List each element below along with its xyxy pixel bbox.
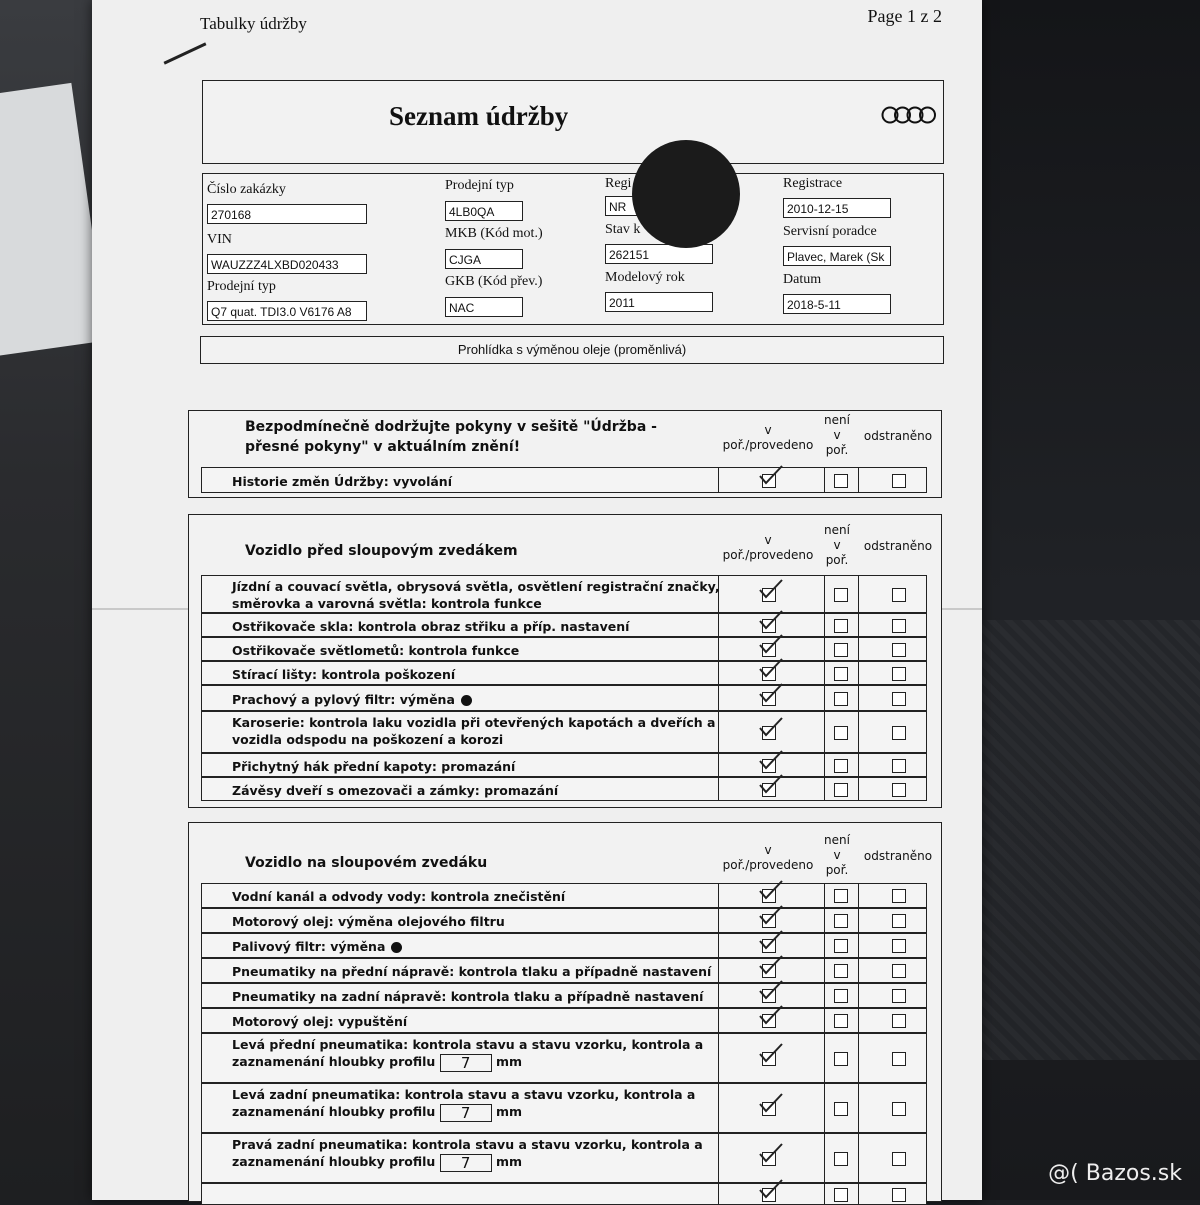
not-ok-checkbox[interactable]	[834, 889, 848, 903]
row-label-line: zaznamenání hloubky profilu 7 mm	[232, 1153, 523, 1172]
fixed-checkbox[interactable]	[892, 759, 906, 773]
row-divider	[858, 576, 859, 612]
fixed-checkbox[interactable]	[892, 1052, 906, 1066]
fixed-checkbox[interactable]	[892, 1152, 906, 1166]
row-divider	[718, 778, 719, 800]
order-no-field: 270168	[207, 204, 367, 224]
fixed-checkbox[interactable]	[892, 726, 906, 740]
row-divider	[858, 984, 859, 1007]
engine-code-field: CJGA	[445, 249, 523, 269]
not-ok-checkbox[interactable]	[834, 1188, 848, 1202]
not-ok-checkbox[interactable]	[834, 726, 848, 740]
section-title-line: Bezpodmínečně dodržujte pokyny v sešitě "Údržba -	[245, 419, 657, 435]
column-header-line: v	[764, 533, 772, 547]
row-divider	[824, 1009, 825, 1032]
row-label-line: Ostřikovače světlometů: kontrola funkce	[232, 642, 520, 658]
row-divider	[718, 686, 719, 710]
not-ok-checkbox[interactable]	[834, 692, 848, 706]
watermark: @( Bazos.sk	[1048, 1161, 1182, 1186]
row-label-line: směrovka a varovná světla: kontrola funkce	[232, 596, 542, 611]
check-mark-icon	[758, 879, 784, 901]
check-mark-icon	[758, 1004, 784, 1026]
row-label-line: Stírací lišty: kontrola poškození	[232, 666, 456, 682]
fixed-checkbox[interactable]	[892, 667, 906, 681]
row-divider	[824, 959, 825, 982]
fixed-checkbox[interactable]	[892, 914, 906, 928]
tread-depth-field: 7	[440, 1054, 492, 1072]
document-title: Seznam údržby	[389, 101, 569, 131]
column-header-line: není	[824, 523, 850, 537]
row-divider	[824, 984, 825, 1007]
not-ok-checkbox[interactable]	[834, 643, 848, 657]
maintenance-sheet	[92, 0, 982, 1200]
row-divider	[718, 638, 719, 660]
engine-code-label: MKB (Kód mot.)	[445, 226, 543, 241]
row-divider	[718, 712, 719, 752]
row-label-line: zaznamenání hloubky profilu 7 mm	[232, 1103, 523, 1122]
row-label	[232, 473, 452, 490]
row-label-line: Palivový filtr: výměna	[232, 938, 402, 955]
checklist-row	[201, 685, 927, 711]
row-divider	[824, 638, 825, 660]
check-mark-icon	[758, 682, 784, 704]
row-divider	[718, 662, 719, 684]
column-header-line: v	[764, 843, 772, 857]
row-divider	[824, 934, 825, 957]
row-divider	[824, 1084, 825, 1132]
row-label	[232, 642, 519, 659]
required-dot-icon	[461, 695, 472, 706]
checklist-row	[201, 1083, 927, 1133]
sales-type-left-label: Prodejní typ	[207, 279, 276, 294]
mileage-field: 262151	[605, 244, 713, 264]
row-label	[232, 1086, 695, 1122]
row-divider	[824, 576, 825, 612]
checklist-row	[201, 637, 927, 661]
row-label-line: Jízdní a couvací světla, obrysová světla, osvětlení registrační značky,	[232, 579, 720, 594]
not-ok-checkbox[interactable]	[834, 1052, 848, 1066]
section-title: Vozidlo na sloupovém zvedáku	[245, 855, 488, 871]
check-mark-icon	[758, 657, 784, 679]
row-label-line: Karoserie: kontrola laku vozidla při otevřených kapotách a dveřích a	[232, 715, 716, 730]
column-header-fixed: odstraněno	[863, 539, 933, 553]
row-label	[232, 758, 515, 775]
row-divider	[824, 614, 825, 636]
row-divider	[824, 1134, 825, 1182]
check-mark-icon	[758, 979, 784, 1001]
page-number: Page 1 z 2	[867, 6, 942, 26]
not-ok-checkbox[interactable]	[834, 619, 848, 633]
row-label-line: zaznamenání hloubky profilu 7 mm	[232, 1053, 523, 1072]
row-label	[232, 913, 505, 930]
row-label	[232, 1013, 407, 1030]
row-divider	[718, 1134, 719, 1182]
row-label-line: Motorový olej: vypuštění	[232, 1014, 408, 1029]
row-divider	[858, 662, 859, 684]
row-divider	[858, 614, 859, 636]
checklist-row	[201, 883, 927, 908]
row-label	[232, 618, 629, 635]
not-ok-checkbox[interactable]	[834, 1014, 848, 1028]
fixed-checkbox[interactable]	[892, 783, 906, 797]
model-year-label: Modelový rok	[605, 270, 685, 285]
column-header-line: poř./provedeno	[722, 548, 814, 562]
column-header-fixed: odstraněno	[863, 849, 933, 863]
row-divider	[858, 468, 859, 492]
vin-field: WAUZZZ4LXBD020433	[207, 254, 367, 274]
row-divider	[858, 712, 859, 752]
gearbox-code-label: GKB (Kód přev.)	[445, 274, 543, 289]
fixed-checkbox[interactable]	[892, 588, 906, 602]
fixed-checkbox[interactable]	[892, 619, 906, 633]
row-label	[232, 938, 402, 955]
row-label-line: Závěsy dveří s omezovači a zámky: promazání	[232, 782, 559, 798]
row-divider	[858, 934, 859, 957]
checklist-row	[201, 711, 927, 753]
row-divider	[858, 686, 859, 710]
row-label	[232, 578, 720, 612]
column-header-not-ok	[819, 413, 855, 458]
not-ok-checkbox[interactable]	[834, 759, 848, 773]
mileage-label: Stav k	[605, 222, 641, 237]
not-ok-checkbox[interactable]	[834, 964, 848, 978]
row-divider	[858, 1184, 859, 1204]
registration-date-field: 2010-12-15	[783, 198, 891, 218]
column-header-line: v	[833, 428, 841, 442]
column-header-line: není	[824, 833, 850, 847]
row-divider	[824, 909, 825, 932]
section-title: Vozidlo před sloupovým zvedákem	[245, 543, 518, 559]
tread-depth-field: 7	[440, 1154, 492, 1172]
row-label-line: Pneumatiky na přední nápravě: kontrola tlaku a případně nastavení	[232, 964, 712, 979]
section-title	[245, 417, 657, 457]
row-label	[232, 1136, 703, 1172]
row-label	[232, 888, 565, 905]
row-divider	[824, 754, 825, 776]
background-mesh	[960, 620, 1200, 1060]
column-header-line: poř.	[825, 443, 849, 457]
row-divider	[718, 884, 719, 907]
row-label-line: Pravá zadní pneumatika: kontrola stavu a stavu vzorku, kontrola a	[232, 1137, 703, 1152]
row-divider	[718, 754, 719, 776]
not-ok-checkbox[interactable]	[834, 588, 848, 602]
checklist-row	[201, 753, 927, 777]
checklist-row	[201, 1033, 927, 1083]
checklist-row	[201, 777, 927, 801]
row-divider	[718, 1009, 719, 1032]
row-label-line: Prachový a pylový filtr: výměna	[232, 691, 472, 708]
sales-type-left-field: Q7 quat. TDI3.0 V6176 A8	[207, 301, 367, 321]
row-divider	[824, 778, 825, 800]
redaction-circle	[632, 140, 740, 248]
row-label-line: Historie změn Údržby: vyvolání	[232, 473, 452, 489]
row-divider	[718, 984, 719, 1007]
not-ok-checkbox[interactable]	[834, 989, 848, 1003]
check-mark-icon	[758, 1142, 784, 1164]
row-label	[232, 666, 455, 683]
unit-label: mm	[491, 1054, 523, 1069]
row-divider	[718, 1034, 719, 1082]
checklist-row	[201, 613, 927, 637]
row-divider	[718, 934, 719, 957]
row-label	[232, 782, 558, 799]
row-divider	[858, 959, 859, 982]
row-divider	[824, 1034, 825, 1082]
row-divider	[858, 638, 859, 660]
registration-no-field: NR	[605, 196, 713, 216]
not-ok-checkbox[interactable]	[834, 1152, 848, 1166]
checklist-row	[201, 958, 927, 983]
title-box	[202, 80, 944, 164]
checklist-row	[201, 933, 927, 958]
checklist-row	[201, 1008, 927, 1033]
checklist-row	[201, 1133, 927, 1183]
row-divider	[858, 778, 859, 800]
check-mark-icon	[758, 773, 784, 795]
fixed-checkbox[interactable]	[892, 692, 906, 706]
checklist-row	[201, 467, 927, 493]
check-mark-icon	[758, 954, 784, 976]
fixed-checkbox[interactable]	[892, 474, 906, 488]
checklist-row	[201, 983, 927, 1008]
column-header-line: v	[833, 848, 841, 862]
not-ok-checkbox[interactable]	[834, 914, 848, 928]
sales-type-label: Prodejní typ	[445, 178, 514, 193]
date-field: 2018-5-11	[783, 294, 891, 314]
row-label-line: Pneumatiky na zadní nápravě: kontrola tlaku a případně nastavení	[232, 989, 704, 1004]
checklist-row	[201, 1183, 927, 1205]
row-divider	[858, 884, 859, 907]
column-header-line: poř.	[825, 863, 849, 877]
section-title-line: přesné pokyny" v aktuálním znění!	[245, 439, 521, 455]
checklist-section	[188, 514, 942, 808]
fixed-checkbox[interactable]	[892, 939, 906, 953]
column-header-not-ok	[819, 523, 855, 568]
row-label	[232, 691, 472, 708]
column-header-line: poř./provedeno	[722, 438, 814, 452]
row-divider	[858, 1084, 859, 1132]
gearbox-code-field: NAC	[445, 297, 523, 317]
row-divider	[858, 754, 859, 776]
row-divider	[824, 686, 825, 710]
row-divider	[824, 712, 825, 752]
checklist-row	[201, 661, 927, 685]
row-divider	[718, 1084, 719, 1132]
check-mark-icon	[758, 464, 784, 486]
model-year-field: 2011	[605, 292, 713, 312]
row-label-line: vozidla odspodu na poškození a korozi	[232, 732, 504, 747]
row-divider	[718, 1184, 719, 1204]
column-header-done	[713, 533, 823, 563]
fixed-checkbox[interactable]	[892, 964, 906, 978]
row-divider	[858, 1134, 859, 1182]
check-mark-icon	[758, 749, 784, 771]
not-ok-checkbox[interactable]	[834, 1102, 848, 1116]
column-header-line: není	[824, 413, 850, 427]
row-divider	[718, 614, 719, 636]
pen-mark	[164, 42, 207, 64]
fixed-checkbox[interactable]	[892, 1014, 906, 1028]
row-divider	[824, 884, 825, 907]
date-label: Datum	[783, 272, 822, 287]
column-header-done	[713, 423, 823, 453]
fixed-checkbox[interactable]	[892, 889, 906, 903]
row-divider	[858, 1034, 859, 1082]
row-label-line: Levá zadní pneumatika: kontrola stavu a stavu vzorku, kontrola a	[232, 1087, 696, 1102]
tread-depth-field: 7	[440, 1104, 492, 1122]
row-divider	[858, 1009, 859, 1032]
row-label	[232, 988, 703, 1005]
row-label	[232, 963, 711, 980]
unit-label: mm	[491, 1104, 523, 1119]
row-label-line: Vodní kanál a odvody vody: kontrola znečistění	[232, 889, 566, 904]
audi-rings-logo	[881, 105, 937, 125]
column-header-line: v	[833, 538, 841, 552]
row-divider	[718, 468, 719, 492]
service-type-box: Prohlídka s výměnou oleje (proměnlivá)	[200, 336, 944, 364]
row-divider	[824, 1184, 825, 1204]
order-no-label: Číslo zakázky	[207, 182, 286, 197]
check-mark-icon	[758, 1042, 784, 1064]
row-divider	[824, 662, 825, 684]
column-header-line: v	[764, 423, 772, 437]
fixed-checkbox[interactable]	[892, 643, 906, 657]
check-mark-icon	[758, 1178, 784, 1200]
checklist-section	[188, 822, 942, 1202]
check-mark-icon	[758, 609, 784, 631]
not-ok-checkbox[interactable]	[834, 667, 848, 681]
check-mark-icon	[758, 716, 784, 738]
column-header-done	[713, 843, 823, 873]
not-ok-checkbox[interactable]	[834, 783, 848, 797]
vehicle-info-box	[202, 173, 944, 325]
checklist-row	[201, 575, 927, 613]
row-label-line: Motorový olej: výměna olejového filtru	[232, 914, 505, 929]
check-mark-icon	[758, 904, 784, 926]
column-header-line: poř.	[825, 553, 849, 567]
registration-date-label: Registrace	[783, 176, 843, 191]
not-ok-checkbox[interactable]	[834, 939, 848, 953]
service-advisor-field: Plavec, Marek (Sk	[783, 246, 891, 266]
row-divider	[824, 468, 825, 492]
column-header-fixed: odstraněno	[863, 429, 933, 443]
checklist-section	[188, 410, 942, 498]
row-divider	[858, 909, 859, 932]
unit-label: mm	[491, 1154, 523, 1169]
row-label	[232, 714, 715, 748]
row-label	[232, 1036, 703, 1072]
check-mark-icon	[758, 929, 784, 951]
row-divider	[718, 909, 719, 932]
check-mark-icon	[758, 633, 784, 655]
checklist-row	[201, 908, 927, 933]
column-header-line: poř./provedeno	[722, 858, 814, 872]
check-mark-icon	[758, 578, 784, 600]
row-divider	[718, 959, 719, 982]
column-header-not-ok	[819, 833, 855, 878]
registration-no-label: Regi	[605, 176, 632, 191]
row-label-line: Levá přední pneumatika: kontrola stavu a stavu vzorku, kontrola a	[232, 1037, 704, 1052]
fixed-checkbox[interactable]	[892, 1102, 906, 1116]
vin-label: VIN	[207, 232, 232, 247]
row-label-line: Přichytný hák přední kapoty: promazání	[232, 758, 516, 774]
row-label-line: Ostřikovače skla: kontrola obraz střiku a příp. nastavení	[232, 618, 630, 634]
sheet-section-label: Tabulky údržby	[200, 14, 307, 33]
check-mark-icon	[758, 1092, 784, 1114]
not-ok-checkbox[interactable]	[834, 474, 848, 488]
required-dot-icon	[391, 942, 402, 953]
service-advisor-label: Servisní poradce	[783, 224, 877, 239]
fixed-checkbox[interactable]	[892, 989, 906, 1003]
fixed-checkbox[interactable]	[892, 1188, 906, 1202]
sales-type-field: 4LB0QA	[445, 201, 523, 221]
